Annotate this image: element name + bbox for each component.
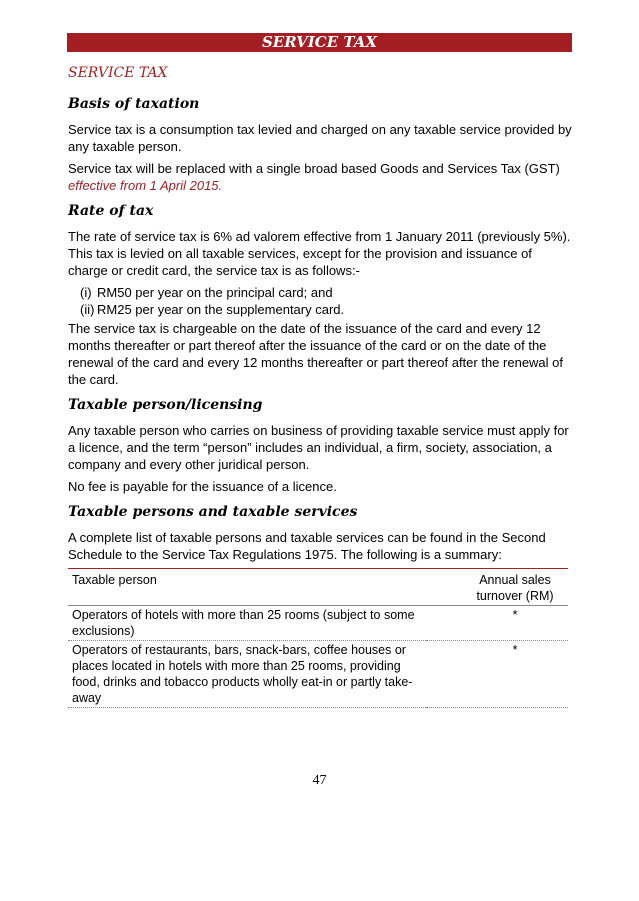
list-item [80, 301, 573, 318]
cell-taxable-person: Operators of restaurants, bars, snack-bars, coffee houses or places located in hotels with more than 25 rooms, providing food, drinks and tobacco products wholly eat-in or partly take-away [68, 641, 426, 708]
cell-turnover: * [426, 606, 568, 641]
cell-turnover: * [426, 641, 568, 708]
header-banner: SERVICE TAX [67, 33, 572, 52]
rate-paragraph-2: The service tax is chargeable on the date of the issuance of the card and every 12 months thereafter or part thereof after the issuance of the card or on the date of the renewal of the card and every 12 months thereafter or part thereof after the renewal of the card. [68, 321, 564, 387]
section-title: SERVICE TAX [68, 65, 168, 81]
heading-rate: Rate of tax [68, 203, 154, 219]
heading-services: Taxable persons and taxable services [68, 504, 358, 520]
licensing-paragraph-2: No fee is payable for the issuance of a licence. [68, 479, 337, 494]
card-rate-list [68, 284, 573, 318]
heading-licensing: Taxable person/licensing [68, 397, 263, 413]
licensing-paragraph-1: Any taxable person who carries on business of providing taxable service must apply for a licence, and the term “person” includes an individual, a firm, society, association, a company and every other juridical person. [68, 423, 569, 472]
table-row [68, 606, 568, 641]
list-item-number: (ii) [80, 302, 95, 317]
list-item-text: RM50 per year on the principal card; and [97, 285, 333, 300]
taxable-services-table [68, 568, 568, 708]
table-row [68, 641, 568, 708]
page-content [68, 63, 573, 708]
gst-effective-date: effective from 1 April 2015. [68, 178, 223, 193]
table-header-row [68, 569, 568, 606]
column-header-annual-turnover: Annual sales turnover (RM) [426, 569, 568, 606]
list-item-number: (i) [80, 285, 92, 300]
basis-paragraph-1: Service tax is a consumption tax levied and charged on any taxable service provided by any taxable person. [68, 122, 572, 154]
list-item-text: RM25 per year on the supplementary card. [97, 302, 345, 317]
basis-paragraph-2 [68, 160, 573, 194]
list-item [80, 284, 573, 301]
heading-basis: Basis of taxation [68, 96, 200, 112]
cell-taxable-person: Operators of hotels with more than 25 rooms (subject to some exclusions) [68, 606, 426, 641]
basis-paragraph-2-text: Service tax will be replaced with a single broad based Goods and Services Tax (GST) [68, 161, 560, 176]
column-header-taxable-person: Taxable person [68, 569, 426, 606]
page-number: 47 [312, 773, 327, 788]
rate-paragraph-1: The rate of service tax is 6% ad valorem effective from 1 January 2011 (previously 5%). This tax is levied on all taxable services, except for the provision and issuance of charge or credit card, the service tax is as follows:- [68, 229, 571, 278]
services-paragraph-1: A complete list of taxable persons and taxable services can be found in the Second Schedule to the Service Tax Regulations 1975. The following is a summary: [68, 530, 546, 562]
